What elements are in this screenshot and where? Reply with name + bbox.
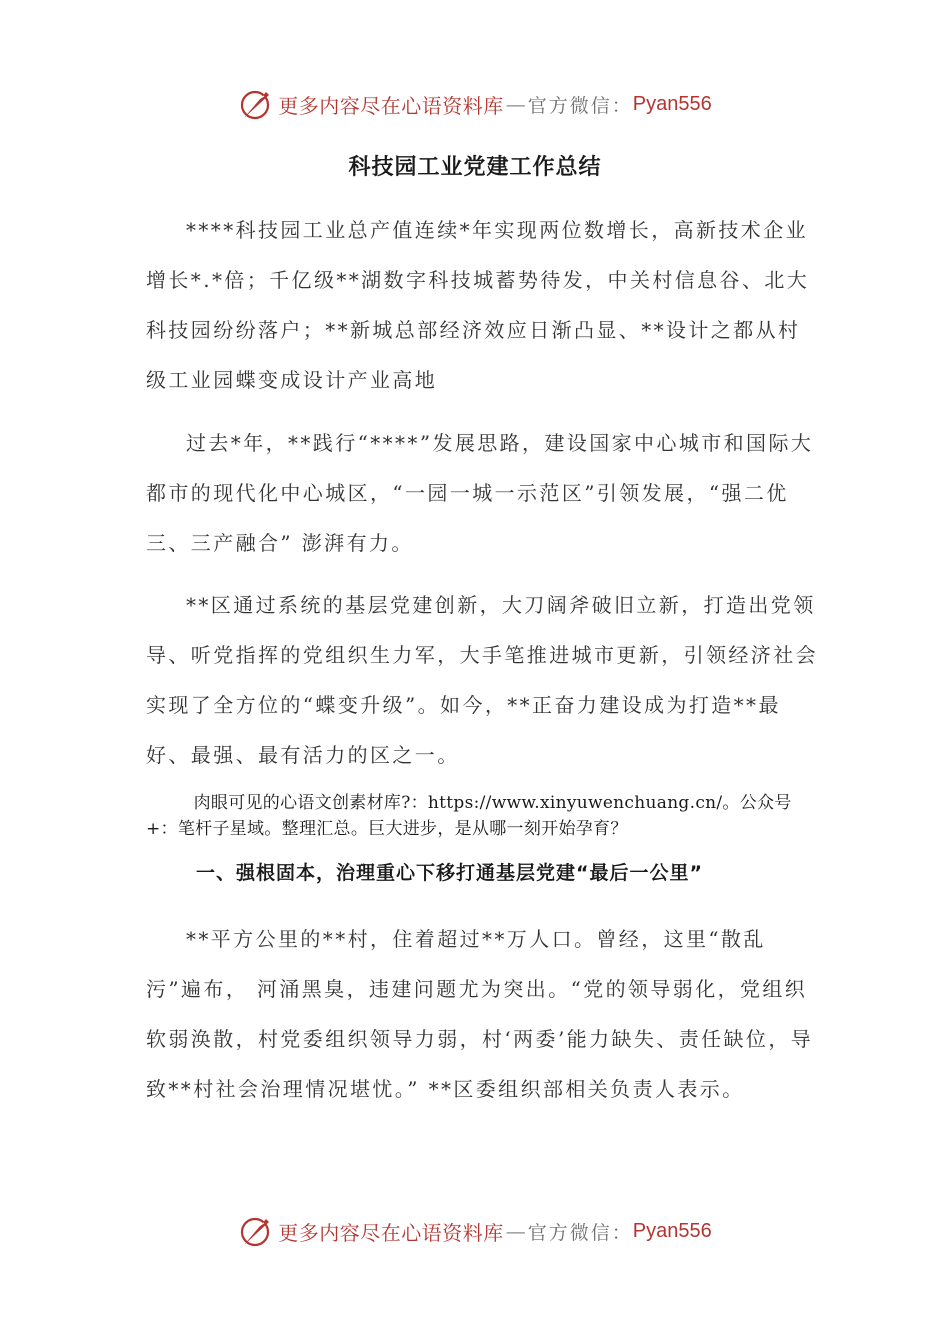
banner-dash: — <box>505 1219 526 1243</box>
paragraph-2: 过去*年，**践行“****”发展思路，建设国家中心城市和国际大都市的现代化中心城区，“一园一城一示范区”引领发展，“强二优三、三产融合” 澎湃有力。 <box>146 431 814 555</box>
banner-wechat-label: 官方微信： <box>527 1221 633 1244</box>
banner-text: 更多内容尽在心语资料库 <box>278 1220 504 1245</box>
banner-wechat-label: 官方微信： <box>527 94 633 117</box>
banner-wechat-id: Pyan556 <box>632 1219 712 1242</box>
quill-logo-icon <box>238 1213 274 1249</box>
source-note: 肉眼可见的心语文创素材库?：https://www.xinyuwenchuang.cn/。公众号+：笔杆子星域。整理汇总。巨大进步，是从哪一刻开始孕育？ <box>146 793 792 839</box>
banner-text: 更多内容尽在心语资料库 <box>278 93 504 118</box>
quill-logo-icon <box>238 86 274 122</box>
banner-wechat-id: Pyan556 <box>632 92 712 115</box>
banner-dash: — <box>505 92 526 116</box>
section-heading: 一、强根固本，治理重心下移打通基层党建“最后一公里” <box>196 862 703 884</box>
paragraph-1: ****科技园工业总产值连续*年实现两位数增长，高新技术企业增长*.*倍；千亿级**湖数字科技城蓄势待发，中关村信息谷、北大科技园纷纷落户；**新城总部经济效应日渐凸显、**设计之都从村级工业园蝶变成设计产业高地 <box>146 218 810 392</box>
document-title: 科技园工业党建工作总结 <box>348 155 602 180</box>
paragraph-3: **区通过系统的基层党建创新，大刀阔斧破旧立新，打造出党领导、听党指挥的党组织生力军，大手笔推进城市更新，引领经济社会实现了全方位的“蝶变升级”。如今，**正奋力建设成为打造**最好、最强、最有活力的区之一。 <box>146 593 818 767</box>
footer-banner <box>0 1211 950 1251</box>
header-banner <box>0 84 950 124</box>
section-paragraph: **平方公里的**村，住着超过**万人口。曾经，这里“散乱污”遍布， 河涌黑臭，违建问题尤为突出。“党的领导弱化，党组织软弱涣散，村党委组织领导力弱，村‘两委’能力缺失、责任缺位，导致**村社会治理情况堪忧。” **区委组织部相关负责人表示。 <box>146 927 814 1101</box>
